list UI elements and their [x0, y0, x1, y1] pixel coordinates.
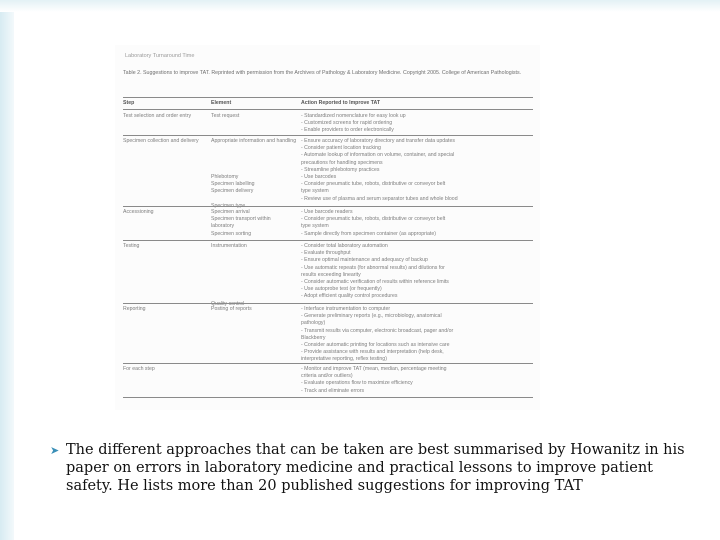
table-rule	[123, 97, 533, 98]
slide-body-text: The different approaches that can be taken are best summarised by Howanitz in his paper on errors in laboratory medicine and practical lessons to improve patient safety. He lists more than 20 published suggestions for improving TAT	[66, 442, 685, 494]
column-header-action: Action Reported to Improve TAT	[301, 100, 381, 106]
table-rule	[123, 397, 533, 398]
row-step: Specimen collection and delivery	[123, 138, 199, 144]
table-image-header-text: Laboratory Turnaround Time	[125, 53, 195, 59]
table-rule	[123, 303, 533, 304]
row-element: Appropriate information and handling Phlebotomy Specimen labelling Specimen delivery	[211, 138, 297, 195]
row-element: Test request	[211, 113, 240, 119]
row-actions: - Ensure accuracy of laboratory directory and transfer data updates - Consider patient location tracking - Automate lookup of information on volume, container, and special precautions for handling specimens - Streamline phlebotomy practices - Use barcodes - Consider pneumatic tube, robots, distributive or conveyor belt type system - Review use of plasma and serum separator tubes and whole blood	[301, 138, 458, 202]
row-actions: - Monitor and improve TAT (mean, median, percentage meeting criteria and/or outliers) - Evaluate operations flow to maximize efficiency - Track and eliminate errors	[301, 366, 447, 394]
row-step: Testing	[123, 243, 140, 249]
row-element: Posting of reports	[211, 306, 252, 312]
row-actions: - Use barcode readers - Consider pneumatic tube, robots, distributive or conveyor belt type system - Sample directly from specimen container (as appropriate)	[301, 209, 446, 237]
slide-side-band	[0, 0, 14, 540]
column-header-element: Element	[211, 100, 232, 106]
tat-table-image	[115, 45, 540, 410]
table-rule	[123, 109, 533, 110]
row-step: Test selection and order entry	[123, 113, 192, 119]
row-step: Reporting	[123, 306, 146, 312]
row-step: Accessioning	[123, 209, 154, 215]
table-image-header	[115, 53, 540, 63]
row-element: Specimen arrival Specimen transport within laboratory Specimen sorting	[211, 209, 271, 237]
row-actions: - Consider total laboratory automation - Evaluate throughput - Ensure optimal maintenance and adequacy of backup - Use automatic repeats (for abnormal results) and dilutions for results exceeding linearity - Consider automatic verification of results within reference limits - Use autoprobe test (or frequently) - Adopt efficient quality control procedures	[301, 243, 449, 300]
arrow-bullet-icon: ➤	[50, 444, 60, 457]
table-rule	[123, 206, 533, 207]
table-rule	[123, 363, 533, 364]
tat-table	[123, 97, 533, 402]
row-element: Instrumentation	[211, 243, 247, 249]
row-step: For each step	[123, 366, 155, 372]
table-rule	[123, 135, 533, 136]
table-rule	[123, 240, 533, 241]
row-actions: - Standardized nomenclature for easy look up - Customized screens for rapid ordering - Enable providers to order electronically	[301, 113, 406, 134]
table-caption: Table 2. Suggestions to improve TAT. Reprinted with permission from the Archives of Pathology & Laboratory Medicine. Copyright 2005. College of American Pathologists.	[123, 70, 522, 76]
row-actions: - Interface instrumentation to computer - Generate preliminary reports (e.g., microbiology, anatomical pathology) - Transmit results via computer, electronic broadcast, pager and/or Blackberry - Consider automatic printing for locations such as intensive care - Provide assistance with results and interpretation (help desk, interpretative reporting, reflex testing)	[301, 306, 454, 363]
column-header-step: Step	[123, 100, 135, 106]
slide-top-band	[0, 0, 720, 12]
